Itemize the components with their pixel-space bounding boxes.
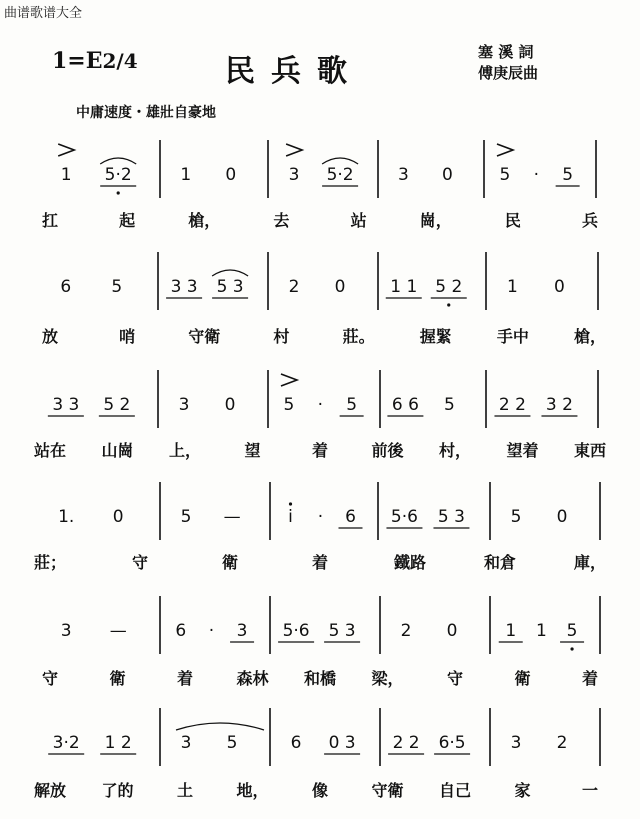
note: 0 [112, 507, 124, 527]
lyric-word: 地， [236, 781, 269, 800]
note: 1. [58, 507, 75, 527]
note: — [109, 621, 127, 641]
lyric-word: 起 [119, 211, 136, 230]
note: · [208, 621, 215, 641]
note: 3 [178, 395, 190, 415]
lyric-word: 槍， [573, 327, 607, 346]
lyric-word: 衛 [514, 669, 531, 688]
note: 5 [346, 395, 358, 415]
note: 2 [288, 277, 300, 297]
note: 1 [505, 621, 517, 641]
lyric-word: 民 [504, 211, 521, 230]
lyric-word: 站在 [33, 441, 67, 460]
note: 0 [446, 621, 458, 641]
note: 6 [60, 277, 72, 297]
lyric-word: 村， [438, 441, 472, 460]
lyric-word: 前後 [371, 441, 404, 460]
note: 5·2 [104, 165, 132, 185]
accent-mark [281, 374, 297, 386]
lyric-word: 村 [273, 327, 290, 346]
tempo-marking: 中庸速度・雄壯自豪地 [76, 105, 216, 121]
lyric-word: 守 [446, 669, 464, 688]
lyric-word: 一 [581, 781, 599, 800]
note: 1 [60, 165, 72, 185]
accent-mark [497, 144, 513, 156]
note: 0 [556, 507, 568, 527]
note: 3 2 [545, 395, 573, 415]
song-title: 民兵歌 [225, 54, 363, 89]
lyric-word: 守衛 [371, 781, 404, 800]
lyric-word: 守 [41, 669, 59, 688]
note: 3 [60, 621, 72, 641]
slur-mark [100, 158, 136, 164]
lyric-word: 兵 [581, 211, 599, 230]
note: 2 2 [392, 733, 420, 753]
note: 0 3 [328, 733, 356, 753]
note: 0 [334, 277, 346, 297]
accent-mark [286, 144, 302, 156]
lyric-word: 着 [311, 553, 329, 572]
note: 5·6 [390, 507, 418, 527]
note: 6·5 [438, 733, 466, 753]
lyric-word: 上， [168, 441, 202, 460]
note: · [317, 395, 324, 415]
octave-dot-low [570, 647, 573, 650]
key-signature-text: 1=E [52, 48, 103, 74]
octave-dot-low [117, 191, 120, 194]
octave-dot-low [447, 303, 450, 306]
note: 3 3 [52, 395, 80, 415]
note: i [288, 507, 293, 527]
phrase-slur [176, 723, 264, 730]
lyric-word: 放 [41, 327, 59, 346]
lyric-word: 庫， [573, 553, 607, 572]
note: 5 [566, 621, 578, 641]
note: 5 [180, 507, 192, 527]
note: 5 2 [103, 395, 131, 415]
lyric-word: 鐵路 [393, 553, 427, 572]
note: — [223, 507, 241, 527]
lyric-word: 着 [581, 669, 599, 688]
lyric-word: 衛 [109, 669, 126, 688]
lyric-word: 望着 [506, 441, 539, 460]
site-label: 曲谱歌谱大全 [4, 6, 83, 21]
accent-mark [58, 144, 74, 156]
note: 5 3 [437, 507, 465, 527]
note: 5 3 [216, 277, 244, 297]
note: 6 [345, 507, 356, 527]
lyric-word: 土 [176, 781, 194, 800]
note: 6 [175, 621, 187, 641]
note: 3 [236, 621, 248, 641]
lyric-word: 守 [131, 553, 149, 572]
lyric-word: 着 [176, 669, 194, 688]
note: · [533, 165, 540, 185]
time-signature-text: 2/4 [102, 49, 138, 73]
note: 5 [283, 395, 295, 415]
note: 1 [180, 165, 192, 185]
lyric-word: 解放 [33, 781, 67, 800]
lyric-word: 手中 [496, 327, 529, 346]
note: 3·2 [52, 733, 80, 753]
lyric-word: 守衛 [188, 327, 221, 346]
note: 5 2 [435, 277, 463, 297]
lyric-word: 了的 [101, 781, 134, 800]
note: 5·6 [282, 621, 310, 641]
note: 5 [226, 733, 238, 753]
lyric-word: 莊。 [342, 327, 375, 346]
lyric-word: 崗， [419, 211, 452, 230]
note: 6 6 [391, 395, 419, 415]
note: 3 [180, 733, 192, 753]
note: 0 [225, 165, 237, 185]
note: 5 [499, 165, 511, 185]
lyric-word: 握緊 [419, 327, 452, 346]
note: 3 [288, 165, 300, 185]
lyric-word: 槍， [188, 211, 221, 230]
lyric-word: 衛 [221, 553, 239, 572]
note: 1 1 [390, 277, 418, 297]
composer-credit: 傅庚辰曲 [478, 64, 539, 82]
lyric-word: 自己 [438, 781, 472, 800]
note: 5 [443, 395, 455, 415]
lyric-word: 去 [273, 211, 290, 230]
lyric-word: 望 [244, 441, 261, 460]
lyric-word: 莊； [33, 553, 67, 572]
note: 3 [510, 733, 522, 753]
lyric-word: 扛 [41, 211, 59, 230]
lyric-word: 哨 [119, 327, 136, 346]
note: 5 3 [328, 621, 356, 641]
note: 0 [554, 277, 565, 297]
note: 3 [397, 165, 409, 185]
note: · [317, 507, 324, 527]
note: 2 [556, 733, 568, 753]
note: 2 2 [498, 395, 526, 415]
lyricist-credit: 塞 溪 詞 [478, 43, 534, 61]
note: 6 [290, 733, 302, 753]
note: 5 [510, 507, 522, 527]
lyric-word: 家 [514, 781, 531, 800]
note: 1 2 [104, 733, 132, 753]
lyric-word: 像 [311, 781, 329, 800]
lyric-word: 和橋 [303, 669, 337, 688]
note: 2 [400, 621, 412, 641]
slur-mark [322, 158, 358, 164]
lyric-word: 山崗 [101, 441, 134, 460]
note: 0 [441, 165, 453, 185]
octave-dot-high [289, 502, 292, 505]
lyric-word: 和倉 [483, 553, 517, 572]
slur-mark [212, 270, 248, 276]
note: 5 [562, 165, 574, 185]
note: 0 [224, 395, 236, 415]
lyric-word: 梁， [371, 669, 404, 688]
lyric-word: 東西 [573, 441, 607, 460]
note: 1 [535, 621, 547, 641]
lyric-word: 着 [311, 441, 329, 460]
lyric-word: 站 [350, 211, 367, 230]
note: 5 [111, 277, 123, 297]
note: 5·2 [326, 165, 354, 185]
note: 3 3 [170, 277, 198, 297]
lyric-word: 森林 [236, 669, 269, 688]
note: 1 [507, 277, 518, 297]
